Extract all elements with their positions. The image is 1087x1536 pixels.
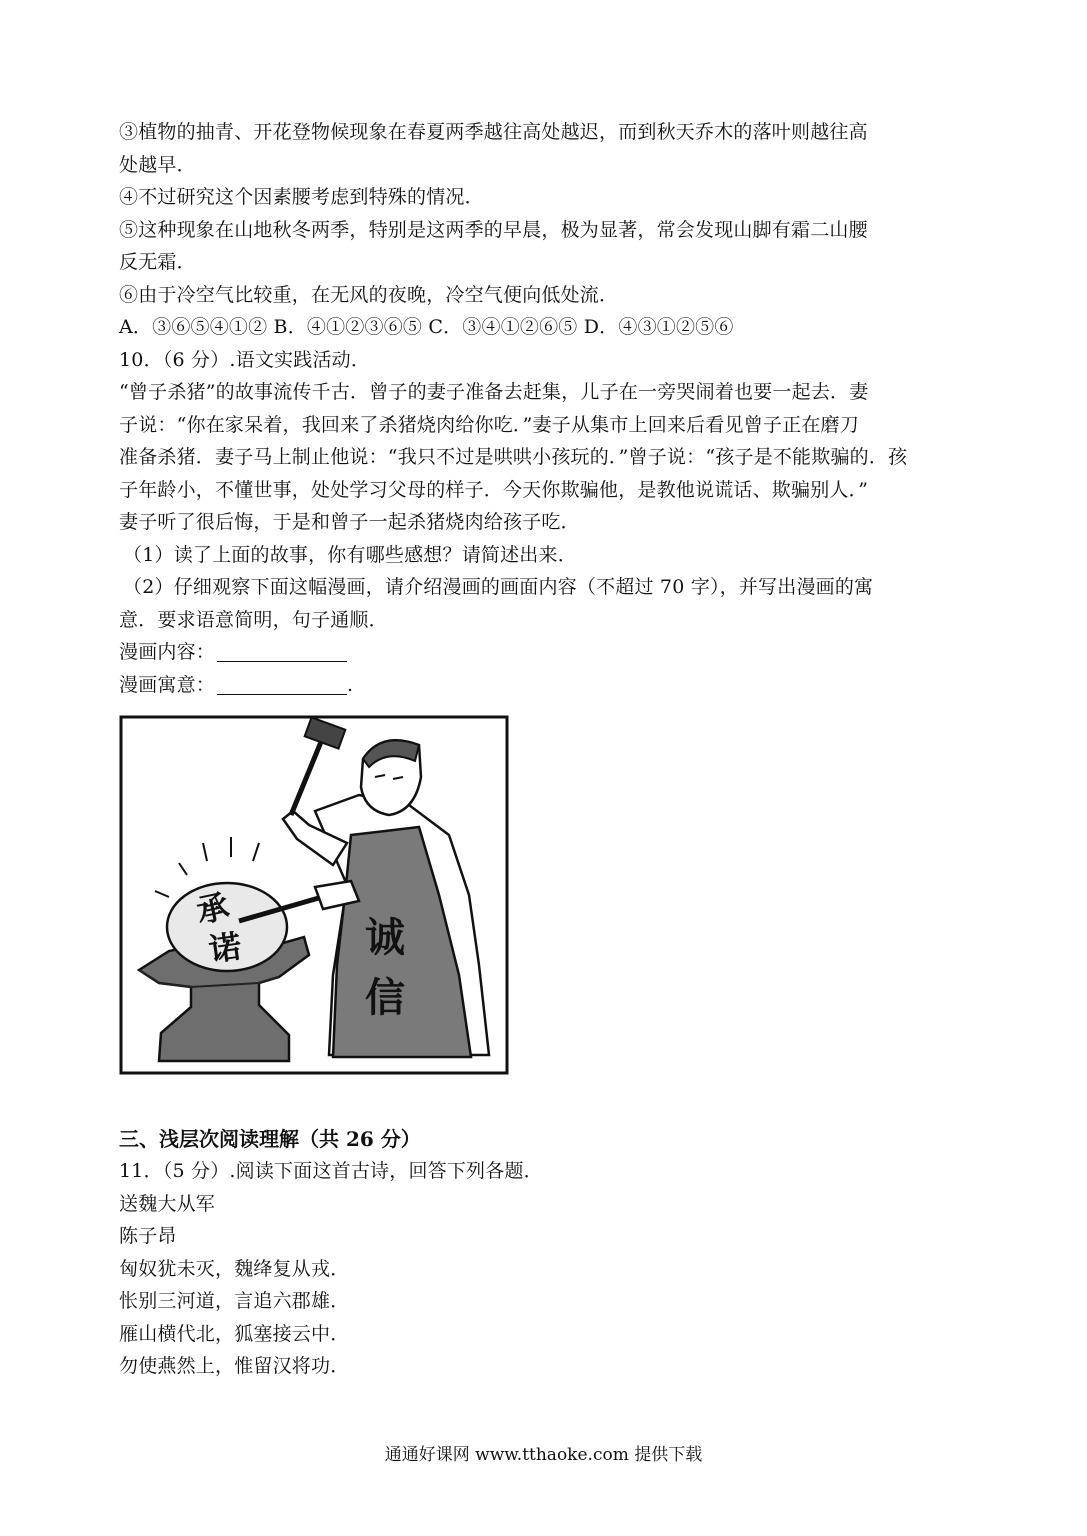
poem-line-1: 匈奴犹未灭，魏绛复从戎． (119, 1257, 350, 1280)
page-footer: 通通好课网 www.tthaoke.com 提供下载 (384, 1445, 703, 1465)
stone-char-2: 诺 (206, 926, 244, 970)
cartoon-image (119, 715, 511, 1077)
cartoon-content-row (119, 636, 979, 669)
poem-author: 陈子昂 (119, 1225, 177, 1247)
story-line-3: 准备杀猪．妻子马上制止他说：“我只不过是哄哄小孩玩的．”曾子说：“孩子是不能欺骗的．孩 (119, 446, 908, 468)
sub-question-1: （1）读了上面的故事，你有哪些感想？请简述出来． (123, 543, 577, 566)
story-line-4: 子年龄小，不懂世事，处处学习父母的样子．今天你欺骗他，是教他说谎话、欺骗别人．” (119, 478, 869, 501)
poem-line-2: 怅别三河道，言追六郡雄． (119, 1290, 350, 1312)
story-line-1: “曾子杀猪”的故事流传千古．曾子的妻子准备去赶集，儿子在一旁哭闹着也要一起去．妻 (119, 381, 869, 403)
poem-line-4: 勿使燕然上，惟留汉将功． (119, 1355, 350, 1377)
sub-question-2a: （2）仔细观察下面这幅漫画，请介绍漫画的画面内容（不超过 70 字），并写出漫画的寓 (123, 576, 874, 598)
option-line-5b: 反无霜． (119, 251, 196, 273)
sub-question-2b: 意．要求语意简明，句子通顺． (119, 608, 388, 631)
option-line-3b: 处越早． (119, 153, 196, 176)
cartoon-meaning-label: 漫画寓意： (119, 673, 216, 696)
document-body (119, 116, 979, 1383)
option-line-4: ④不过研究这个因素腰考虑到特殊的情况． (119, 186, 484, 208)
question-11-title: 11．（5 分）.阅读下面这首古诗，回答下列各题． (119, 1160, 543, 1182)
apron-char-1: 诚 (365, 915, 405, 961)
apron-char-2: 信 (365, 975, 405, 1021)
story-line-5: 妻子听了很后悔，于是和曾子一起杀猪烧肉给孩子吃． (119, 511, 580, 533)
poem-title: 送魏大从军 (119, 1192, 216, 1215)
cartoon-meaning-blank[interactable] (217, 672, 347, 695)
cartoon-drawing (119, 715, 511, 1077)
question-10-title: 10．（6 分）.语文实践活动． (119, 348, 371, 371)
section-3-heading: 三、浅层次阅读理解（共 26 分） (119, 1127, 421, 1151)
cartoon-meaning-row (119, 669, 979, 702)
cartoon-meaning-period: . (347, 673, 354, 696)
cartoon-content-label: 漫画内容： (119, 641, 216, 663)
poem-line-3: 雁山横代北，狐塞接云中． (119, 1322, 350, 1345)
story-line-2: 子说：“你在家呆着，我回来了杀猪烧肉给你吃．”妻子从集市上回来后看见曾子正在磨刀 (119, 413, 859, 436)
cartoon-content-blank[interactable] (217, 639, 347, 662)
option-line-6: ⑥由于冷空气比较重，在无风的夜晚，冷空气便向低处流． (119, 283, 619, 306)
stone-char-1: 承 (193, 886, 233, 931)
option-line-3a: ③植物的抽青、开花登物候现象在春夏两季越往高处越迟，而到秋天乔木的落叶则越往高 (119, 121, 868, 143)
answer-choices: A．③⑥⑤④①② B．④①②③⑥⑤ C．③④①②⑥⑤ D．④③①②⑤⑥ (119, 316, 734, 338)
option-line-5a: ⑤这种现象在山地秋冬两季，特别是这两季的早晨，极为显著，常会发现山脚有霜二山腰 (119, 218, 868, 241)
